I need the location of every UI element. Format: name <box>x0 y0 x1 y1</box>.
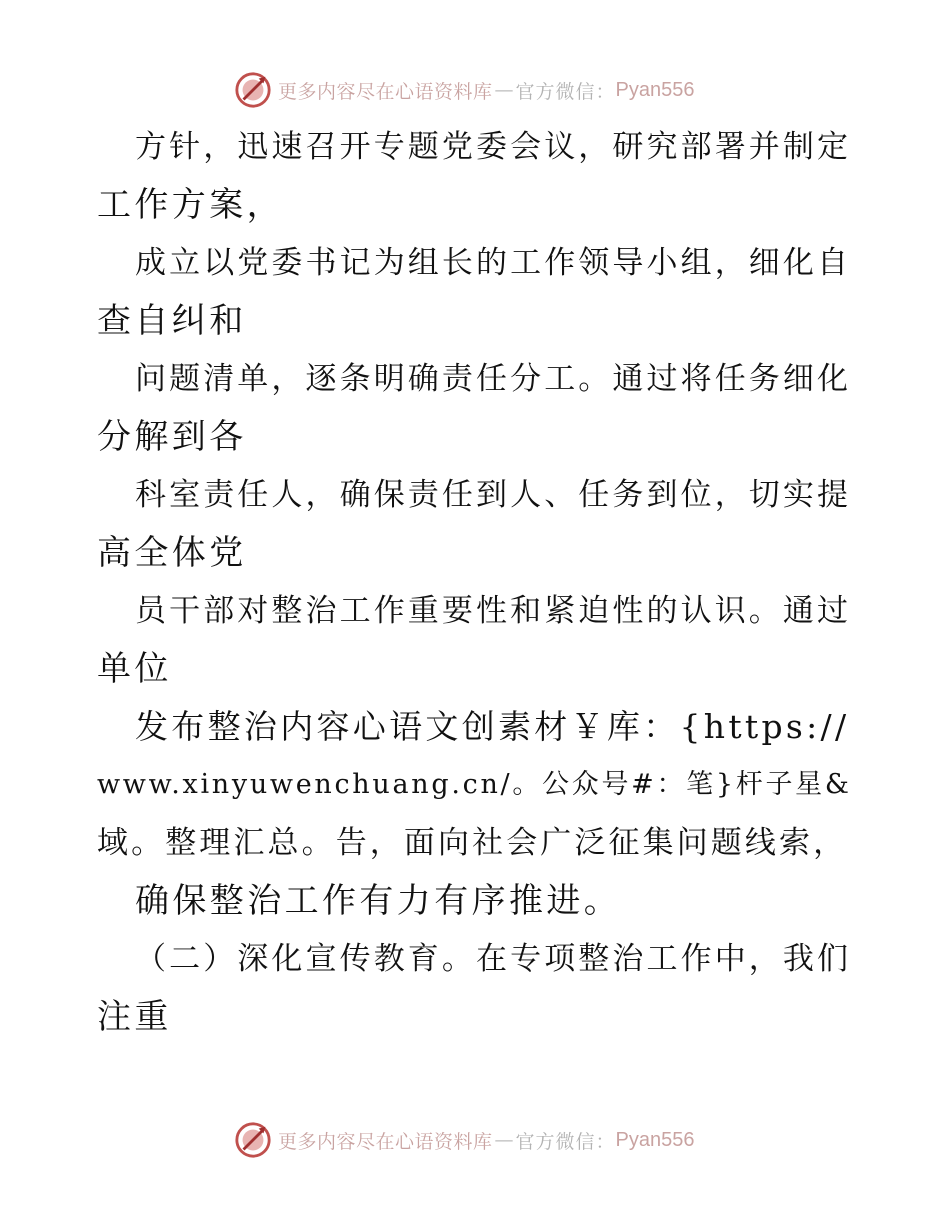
text-line: 查自纠和 <box>97 301 247 341</box>
red-seal-logo-icon <box>234 71 272 109</box>
text-line: 确保整治工作有力有序推进。 <box>135 881 622 921</box>
text-line: 分解到各 <box>97 417 247 457</box>
text-line: 成立以党委书记为组长的工作领导小组，细化自 <box>135 245 852 281</box>
watermark-label: 官方微信： <box>515 80 616 103</box>
watermark-label: 官方微信： <box>515 1130 616 1153</box>
text-line: 问题清单，逐条明确责任分工。通过将任务细化 <box>135 361 852 397</box>
text-line: 域。整理汇总。告，面向社会广泛征集问题线索， <box>97 825 848 861</box>
red-seal-logo-icon <box>234 1121 272 1159</box>
text-line: 注重 <box>97 997 172 1037</box>
watermark-wechat-id: Pyan556 <box>615 78 695 101</box>
text-line: 高全体党 <box>97 533 247 573</box>
body-text <box>97 118 857 1046</box>
text-line: 员干部对整治工作重要性和紧迫性的认识。通过 <box>135 593 852 629</box>
watermark-site-text: 更多内容尽在心语资料库 <box>278 1130 493 1153</box>
text-line: 科室责任人，确保责任到人、任务到位，切实提 <box>135 477 852 513</box>
text-line: 工作方案， <box>97 185 284 225</box>
text-line: www.xinyuwenchuang.cn/。公众号#：笔}杆子星& <box>97 769 852 800</box>
watermark-separator: — <box>494 79 514 101</box>
watermark-wechat-id: Pyan556 <box>615 1128 695 1151</box>
text-line: 发布整治内容心语文创素材￥库：{https:// <box>135 707 850 746</box>
text-line: 方针，迅速召开专题党委会议，研究部署并制定 <box>135 129 852 165</box>
text-line: （二）深化宣传教育。在专项整治工作中，我们 <box>135 941 852 977</box>
text-line: 单位 <box>97 649 172 689</box>
footer-watermark <box>234 1120 695 1160</box>
watermark-separator: — <box>494 1129 514 1151</box>
header-watermark <box>234 70 695 110</box>
watermark-site-text: 更多内容尽在心语资料库 <box>278 80 493 103</box>
